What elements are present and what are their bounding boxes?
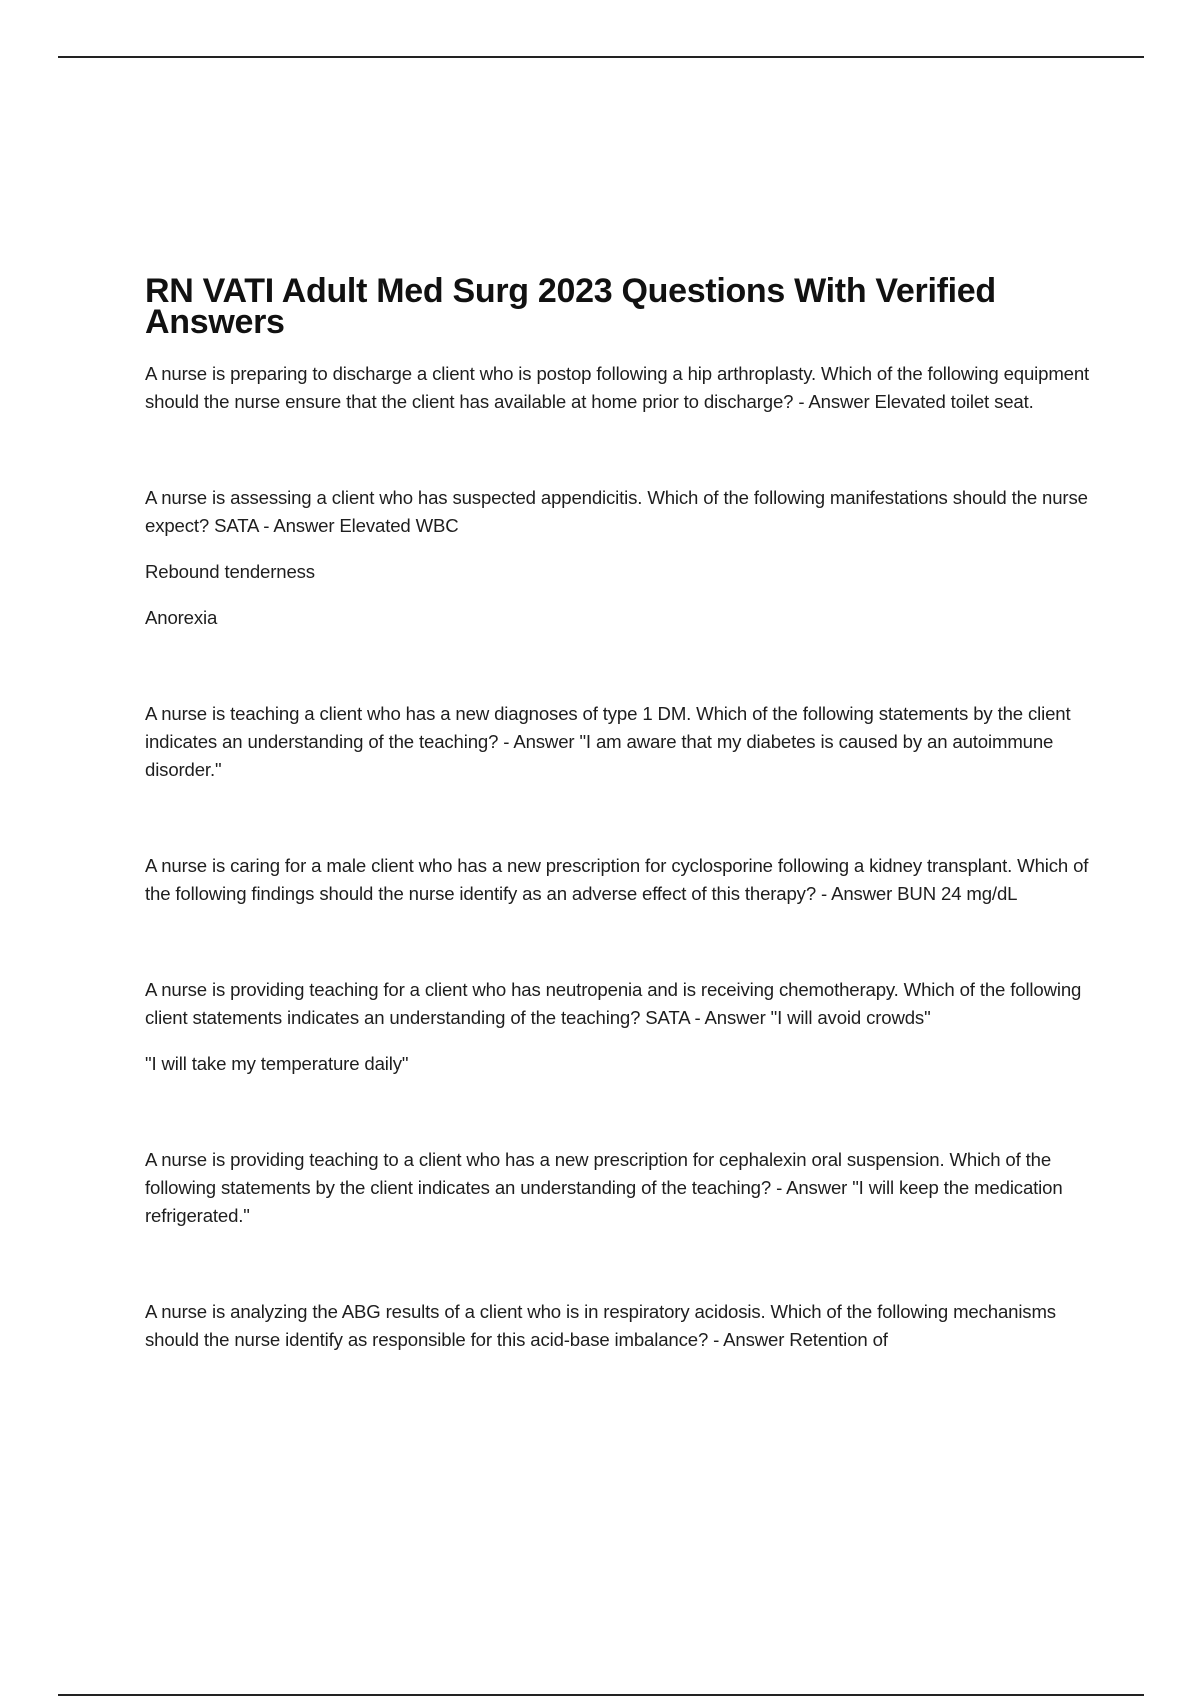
additional-answer: Anorexia (145, 607, 218, 628)
question-answer-text: A nurse is providing teaching to a client who has a new prescription for cephalexin oral suspension. Which of the following statements by the client indicates an understanding of the teaching? - Answer "I will keep the medication refrigerated." (145, 1149, 1063, 1226)
question-answer-text: A nurse is caring for a male client who has a new prescription for cyclosporine following a kidney transplant. Which of the following findings should the nurse identify as an adverse effect of this therapy? - Answer BUN 24 mg/dL (145, 855, 1089, 904)
qa-item (145, 1146, 1090, 1230)
bottom-rule (58, 1694, 1144, 1696)
question-answer-text: A nurse is teaching a client who has a new diagnoses of type 1 DM. Which of the following statements by the client indicates an understanding of the teaching? - Answer "I am aware that my diabetes is caused by an autoimmune disorder." (145, 703, 1071, 780)
qa-item (145, 360, 1090, 416)
question-answer-text: A nurse is providing teaching for a client who has neutropenia and is receiving chemotherapy. Which of the following client statements indicates an understanding of the teaching? SATA - Answer "I will avoid crowds" (145, 979, 1082, 1028)
qa-list (145, 360, 1090, 1354)
top-rule (58, 56, 1144, 58)
additional-answer: Rebound tenderness (145, 561, 315, 582)
qa-item (145, 700, 1090, 784)
qa-item (145, 852, 1090, 908)
document-title: RN VATI Adult Med Surg 2023 Questions With Verified Answers (145, 272, 996, 341)
document-body (145, 272, 1090, 1354)
qa-item (145, 1298, 1090, 1354)
question-answer-text: A nurse is analyzing the ABG results of a client who is in respiratory acidosis. Which of the following mechanisms should the nurse identify as responsible for this acid-base imbalance? - Answer Retention of (145, 1301, 1056, 1350)
qa-item (145, 976, 1090, 1078)
additional-answer: "I will take my temperature daily" (145, 1053, 409, 1074)
qa-item (145, 484, 1090, 632)
question-answer-text: A nurse is assessing a client who has suspected appendicitis. Which of the following manifestations should the nurse expect? SATA - Answer Elevated WBC (145, 487, 1088, 536)
question-answer-text: A nurse is preparing to discharge a client who is postop following a hip arthroplasty. Which of the following equipment should the nurse ensure that the client has available at home prior to discharge? - Answer Elevated toilet seat. (145, 363, 1090, 412)
